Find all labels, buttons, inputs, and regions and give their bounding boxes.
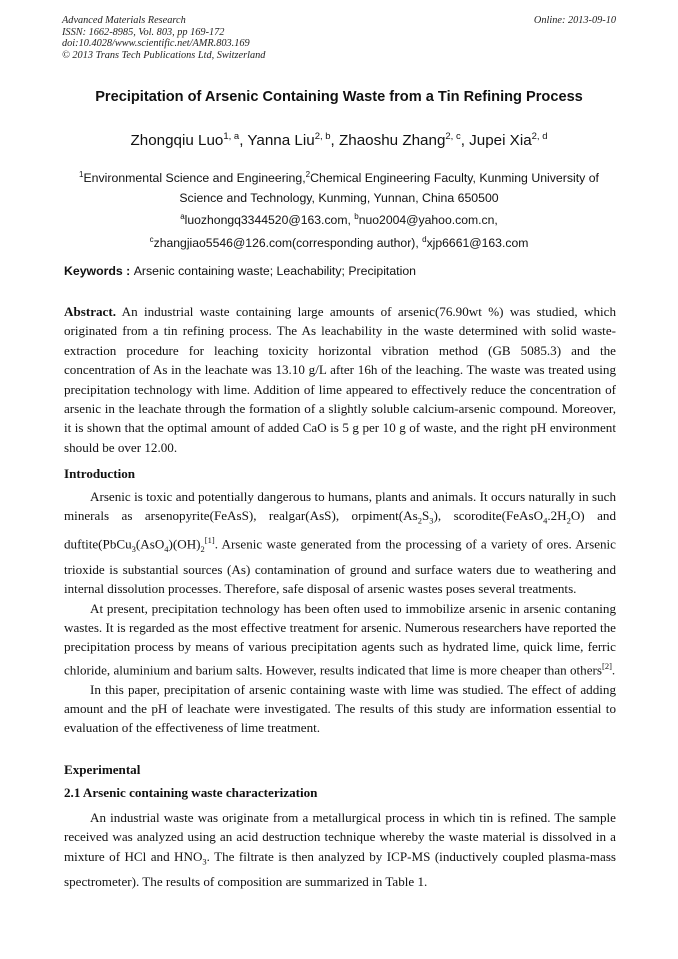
email-link[interactable]: nuo2004@yahoo.com.cn, xyxy=(358,213,498,228)
citation-ref[interactable]: [2] xyxy=(601,660,612,671)
abstract xyxy=(64,302,616,457)
author-name: Yanna Liu xyxy=(247,132,315,150)
email-sup: b xyxy=(354,212,359,221)
author-list: Zhongqiu Luo$^{1, a}$, Yanna Liu$^{2, b}$, Zhaoshu Zhang$^{2, c}$, Jupei Xia$^{2, d}$ xyxy=(130,131,548,150)
email-link[interactable]: xjp6661@163.com xyxy=(426,236,529,251)
affil-sup: 2 xyxy=(305,170,311,179)
subsection-heading: 2.1 Arsenic containing waste characterization xyxy=(64,785,318,800)
email-sup: d xyxy=(422,235,427,245)
affil-text: Chemical Engineering Faculty, Kunming University of Science and Technology, Kunming, Yunnan, China 650500 xyxy=(179,171,599,206)
email-link[interactable]: zhangjiao5546@126.com(corresponding author), xyxy=(153,236,423,251)
keywords-label: Keywords : xyxy=(64,264,134,278)
author-affil-sup: 2, c xyxy=(445,131,461,142)
experimental-body xyxy=(64,808,616,891)
abstract-label: Abstract. xyxy=(64,304,116,319)
email-link[interactable]: luozhongq3344520@163.com, xyxy=(184,213,355,228)
author-emails xyxy=(62,207,616,253)
author-name: Jupei Xia xyxy=(469,132,532,150)
author-name: Zhongqiu Luo xyxy=(130,132,224,150)
paper-title: Precipitation of Arsenic Containing Waste from a Tin Refining Process xyxy=(95,89,583,105)
doi-line: doi:10.4028/www.scientific.net/AMR.803.169 xyxy=(62,38,250,49)
author-affil-sup: 2, b xyxy=(314,131,331,142)
email-sup: c xyxy=(149,235,154,245)
issn-line: ISSN: 1662-8985, Vol. 803, pp 169-172 xyxy=(62,26,225,38)
journal-header xyxy=(62,15,616,61)
affil-text: Environmental Science and Engineering, xyxy=(83,171,306,186)
paragraph: Arsenic is toxic and potentially dangerous to humans, plants and animals. It occurs naturally in such minerals as arsenopyrite(FeAsS), realgar(AsS), $orpiment(As_2S_3)$, $scorodite(FeAsO_4.2H_2O)$ and $duftite(PbCu_3(AsO_4)(OH)_2[1]$. Arsenic waste generated from the processing of a variety of ores. Arsenic trioxide is substantial sources (As) contamination of ground and surface waters due to weathering and internal dissolution processes. Therefore, safe disposal of arsenic wastes poses several treatments. xyxy=(64,489,617,597)
experimental-heading: Experimental xyxy=(64,762,141,777)
keywords xyxy=(64,264,616,278)
email-sup: a xyxy=(180,212,185,221)
affil-sup: 1 xyxy=(79,170,84,179)
copyright-line: © 2013 Trans Tech Publications Ltd, Switzerland xyxy=(62,49,266,61)
citation-ref[interactable]: [1] xyxy=(204,535,215,546)
author-name: Zhaoshu Zhang xyxy=(339,132,446,150)
paragraph: At present, precipitation technology has been often used to immobilize arsenic in arsenic contaning wastes. It is regarded as the most effective treatment for arsenic. Numerous researchers have reported the precipitation process by means of various precipitation agents such as hydrated lime, quick lime, ferric chloride, aluminium and barium salts. However, results indicated that lime is more cheaper than others[2]. xyxy=(64,600,616,678)
abstract-text: An industrial waste containing large amounts of arsenic(76.90wt %) was studied, which originated from a tin refining process. The As leachability in the waste determined with solid waste-extraction procedure for leaching toxicity horizontal vibration method (GB 5085.3) and the concentration of As in the leachate was 13.10 g/L after 16h of the leaching. The waste was treated using precipitation technology with lime. Addition of lime appeared to effectively reduce the concentration of arsenic in the leachate through the formation of a slightly soluble calcium-arsenic compound. Moreover, it is shown that the optimal amount of added CaO is 5 g per 10 g of waste, and the right pH environment should be over 12.00. xyxy=(64,304,616,455)
introduction-heading: Introduction xyxy=(64,466,136,481)
journal-name: Advanced Materials Research xyxy=(62,15,186,26)
keywords-text: Arsenic containing waste; Leachability; Precipitation xyxy=(133,264,417,278)
introduction-body xyxy=(64,487,616,738)
paragraph: An industrial waste was originate from a metallurgical process in which tin is refined. The sample received was analyzed using an acid destruction technique whereby the waste material is dissolved in a mixture of HCl and $HNO_3$. The filtrate is then analyzed by ICP-MS (inductively coupled plasma-mass spectrometer). The results of composition are summarized in Table 1. xyxy=(64,810,617,889)
online-date: Online: 2013-09-10 xyxy=(533,15,616,26)
affiliation xyxy=(62,165,616,208)
paragraph: In this paper, precipitation of arsenic containing waste with lime was studied. The effect of adding amount and the pH of leachate were investigated. The results of this study are information essential to evaluation of the effectiveness of lime treatment. xyxy=(64,681,616,736)
author-affil-sup: 2, d xyxy=(531,131,548,142)
author-affil-sup: 1, a xyxy=(223,131,240,142)
